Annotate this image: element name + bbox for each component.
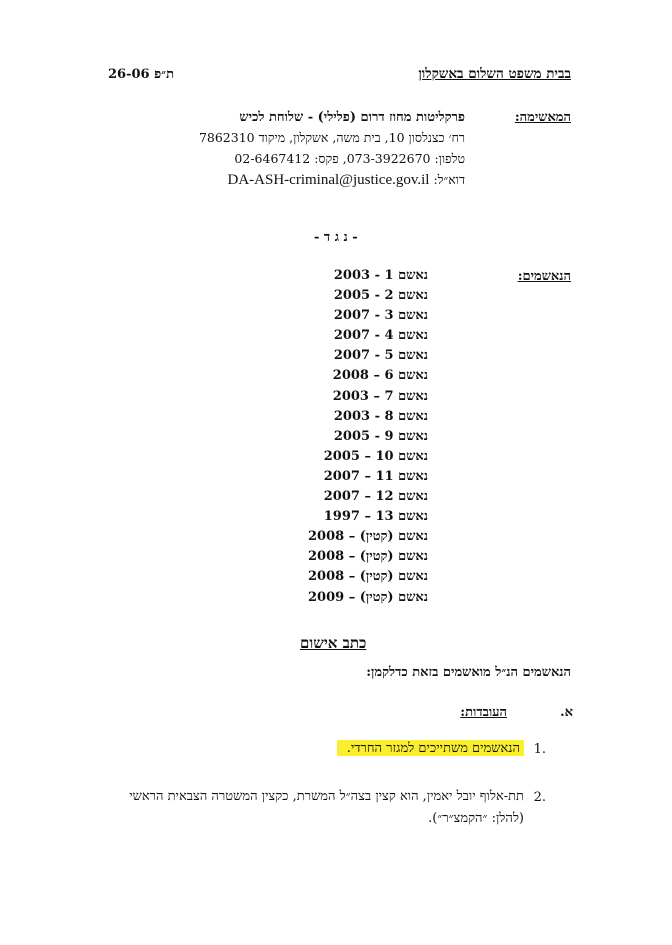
list-item: נאשם 11 – 2007 [323,468,428,484]
prosecution-address: רח׳ כצנלסון 10, בית משה, אשקלון, מיקוד 7862310 [198,130,465,145]
list-item: נאשם 4 - 2007 [333,328,428,344]
list-item: נאשם (קטין) – 2008 [308,529,428,545]
prosecution-email: DA-ASH-criminal@justice.gov.il [227,172,430,188]
list-item: נאשם 12 – 2007 [323,489,428,505]
court-name: בבית משפט השלום באשקלון [418,66,571,82]
paragraph-number: 1. [533,742,546,757]
list-item: נאשם 5 - 2007 [333,348,428,364]
indictment-title: כתב אישום [300,634,367,652]
prosecution-name: פרקליטות מחוז דרום (פלילי) - שלוחת לכיש [239,110,465,125]
list-item: נאשם 13 – 1997 [323,509,428,525]
section-letter: א. [560,705,573,720]
paragraph-text-highlighted: הנאשמים משתייכים למגזר החרדי. [337,740,524,756]
section-title: העובדות: [460,705,507,720]
defendants-list [308,266,428,608]
paragraph-number: 2. [533,790,546,805]
prosecution-phone: טלפון: 073-3922670, פקס: 02-6467412 [234,151,465,166]
list-item: נאשם (קטין) – 2008 [308,549,428,565]
paragraph-text: תת-אלוף יובל יאמין, הוא קצין בצה״ל המשרת, כקצין המשטרה הצבאית הראשי [129,789,524,804]
case-number: ת״פ 26-06 [108,67,175,82]
versus-separator: - נ ג ד - [314,230,358,245]
list-item: נאשם 3 - 2007 [333,308,428,324]
list-item: נאשם 10 – 2005 [323,448,428,464]
defendants-label: הנאשמים: [517,269,571,284]
list-item: נאשם 6 – 2008 [332,368,428,384]
list-item: נאשם 1 - 2003 [333,268,428,283]
list-item: נאשם (קטין) – 2008 [308,569,428,585]
paragraph-text: (להלן: ״הקמצ״ר״). [428,811,524,826]
list-item: נאשם (קטין) – 2009 [308,589,428,605]
list-item: נאשם 9 - 2005 [333,428,428,444]
prosecution-email-row [228,172,466,189]
email-prefix: דוא״ל: [433,172,465,187]
list-item: נאשם 7 – 2003 [332,388,428,404]
prosecution-label: המאשימה: [514,110,571,125]
indictment-intro: הנאשמים הנ״ל מואשמים בזאת כדלקמן: [366,665,571,680]
list-item: נאשם 8 - 2003 [333,408,428,424]
list-item: נאשם 2 - 2005 [333,288,428,304]
